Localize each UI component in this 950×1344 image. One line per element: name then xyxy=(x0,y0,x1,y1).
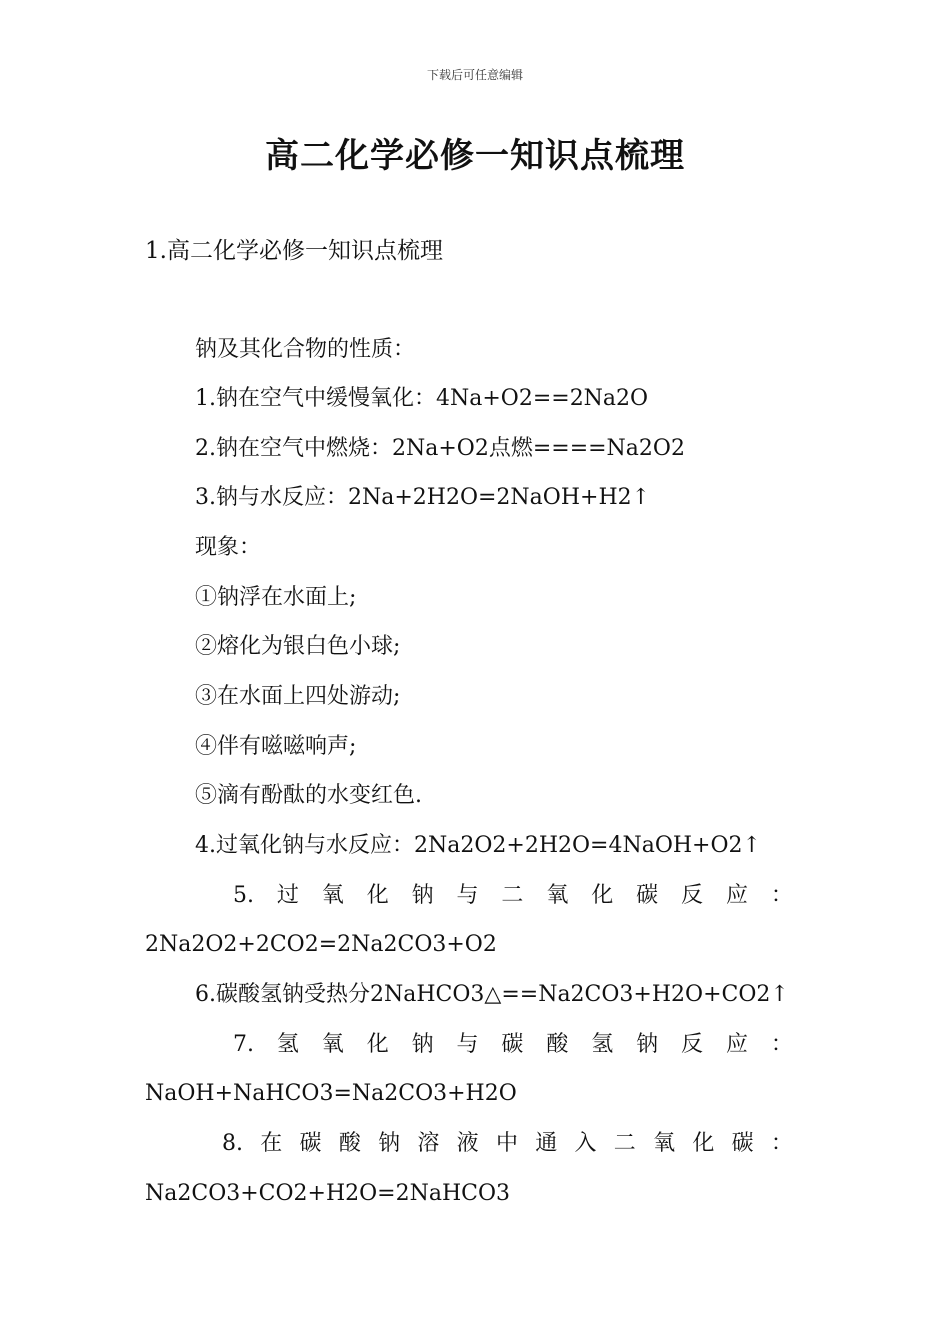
item-5-text xyxy=(233,881,793,911)
item-7-char: 氧 xyxy=(321,1032,344,1057)
phenomena-label: 现象： xyxy=(195,535,262,560)
item-8-char: 溶 xyxy=(417,1131,440,1156)
item-8-char: 通 xyxy=(535,1131,558,1156)
item-8-char: 碳 xyxy=(731,1131,754,1156)
item-7-char: 钠 xyxy=(411,1032,434,1057)
item-4: 4.过氧化钠与水反应：2Na2O2+2H2O=4NaOH+O2↑ xyxy=(195,833,761,858)
item-7-char: 应 xyxy=(725,1032,748,1057)
item-5-char: 过 xyxy=(276,883,299,908)
phenomenon-3: ③在水面上四处游动; xyxy=(195,684,401,709)
item-7-char: 7. xyxy=(233,1032,254,1057)
phenomenon-1: ①钠浮在水面上; xyxy=(195,585,357,610)
item-7-char: 化 xyxy=(366,1032,389,1057)
item-8-text xyxy=(222,1129,793,1159)
intro-line: 钠及其化合物的性质： xyxy=(195,337,416,362)
item-8-char: 酸 xyxy=(338,1131,361,1156)
item-5-char: 与 xyxy=(456,883,479,908)
item-1: 1.钠在空气中缓慢氧化：4Na+O2==2Na2O xyxy=(195,386,649,411)
item-8-char: 入 xyxy=(574,1131,597,1156)
item-8-char: 液 xyxy=(456,1131,479,1156)
item-5-char: 二 xyxy=(501,883,524,908)
item-5-char: 5. xyxy=(233,883,254,908)
item-7-char: 酸 xyxy=(546,1032,569,1057)
phenomenon-4: ④伴有嗞嗞响声; xyxy=(195,734,357,759)
item-7-char: 碳 xyxy=(501,1032,524,1057)
item-8-char: 钠 xyxy=(378,1131,401,1156)
item-7-char: 氢 xyxy=(276,1032,299,1057)
item-6: 6.碳酸氢钠受热分2NaHCO3△==Na2CO3+H2O+CO2↑ xyxy=(195,982,789,1007)
item-2: 2.钠在空气中燃烧：2Na+O2点燃====Na2O2 xyxy=(195,436,685,461)
item-7-char: 反 xyxy=(681,1032,704,1057)
section-heading: 1.高二化学必修一知识点梳理 xyxy=(145,238,443,264)
item-5-formula: 2Na2O2+2CO2=2Na2CO3+O2 xyxy=(145,932,497,957)
item-8-char: 中 xyxy=(495,1131,518,1156)
item-5-char: 氧 xyxy=(321,883,344,908)
item-3: 3.钠与水反应：2Na+2H2O=2NaOH+H2↑ xyxy=(195,485,651,510)
item-7-char: 氢 xyxy=(591,1032,614,1057)
item-5-char: ： xyxy=(770,883,793,908)
item-8-char: 二 xyxy=(613,1131,636,1156)
item-8-formula: Na2CO3+CO2+H2O=2NaHCO3 xyxy=(145,1181,511,1206)
item-5-char: 反 xyxy=(681,883,704,908)
item-8-char: ： xyxy=(770,1131,793,1156)
item-5-char: 碳 xyxy=(636,883,659,908)
item-7-char: ： xyxy=(770,1032,793,1057)
item-7-formula: NaOH+NaHCO3=Na2CO3+H2O xyxy=(145,1081,517,1106)
item-5-char: 氧 xyxy=(546,883,569,908)
item-8-char: 在 xyxy=(260,1131,283,1156)
item-5-char: 化 xyxy=(366,883,389,908)
phenomenon-2: ②熔化为银白色小球; xyxy=(195,634,401,659)
item-5-char: 应 xyxy=(725,883,748,908)
item-8-char: 化 xyxy=(692,1131,715,1156)
item-7-char: 钠 xyxy=(636,1032,659,1057)
item-8-char: 氧 xyxy=(653,1131,676,1156)
item-7-text xyxy=(233,1030,793,1060)
header-note: 下载后可任意编辑 xyxy=(426,68,523,82)
item-8-char: 碳 xyxy=(299,1131,322,1156)
item-5-char: 化 xyxy=(591,883,614,908)
item-5-char: 钠 xyxy=(411,883,434,908)
item-7-char: 与 xyxy=(456,1032,479,1057)
item-8-char: 8. xyxy=(222,1131,243,1156)
document-title: 高二化学必修一知识点梳理 xyxy=(265,136,685,176)
phenomenon-5: ⑤滴有酚酞的水变红色. xyxy=(195,783,422,808)
